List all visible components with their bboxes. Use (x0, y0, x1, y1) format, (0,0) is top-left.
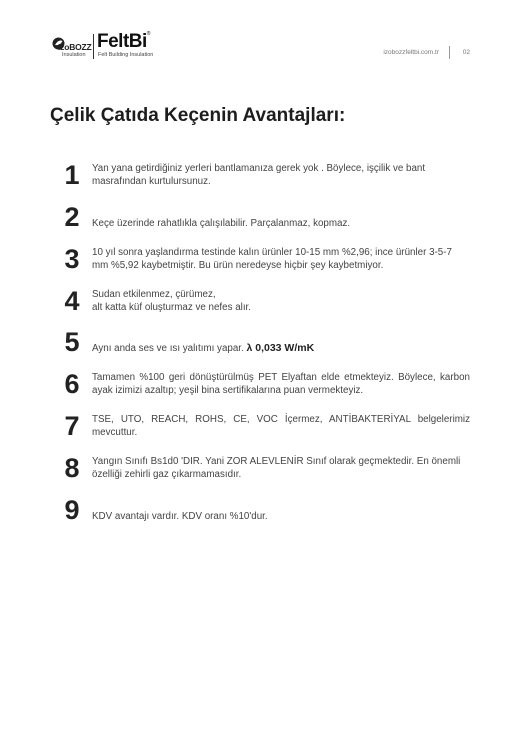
item-number: 1 (64, 160, 80, 190)
izobozz-subtitle: Insulation (62, 52, 86, 58)
item-text (92, 288, 470, 314)
item-number: 3 (64, 244, 80, 274)
item-text-body: Aynı anda ses ve ısı yalıtımı yapar. (92, 343, 244, 354)
item-text: Keçe üzerinde rahatlıkla çalışılabilir. Parçalanmaz, kopmaz. (92, 218, 351, 229)
item-text: Yan yana getirdiğiniz yerleri bantlamanıza gerek yok . Böylece, işçilik ve bant masrafından kurtulursunuz. (92, 163, 426, 187)
izobozz-brand: izoBOZZ (58, 42, 92, 52)
feltbi-brand: FeltBi® (97, 31, 150, 52)
feltbi-logo (97, 33, 177, 61)
item-number: 4 (64, 286, 80, 316)
website-link[interactable]: izobozzfeltbi.com.tr (383, 49, 439, 56)
item-text: KDV avantajı vardır. KDV oranı %10'dur. (92, 511, 268, 522)
item-text: Tamamen %100 geri dönüştürülmüş PET Elyaftan elde etmekteyiz. Böylece, karbon ayak izimizi azaltıp; yeşil bina sertifikalarına puan vermekteyiz. (92, 372, 470, 396)
page-header (50, 33, 470, 61)
item-number: 6 (64, 369, 80, 399)
item-text: Yangın Sınıfı Bs1d0 'DIR. Yani ZOR ALEVLENİR Sınıf olarak geçmektedir. En önemli özelliği zehirli gaz çıkarmamasıdır. (92, 456, 461, 480)
item-number: 8 (64, 453, 80, 483)
item-text (92, 342, 470, 355)
feltbi-subtitle: Felt Building Insulation (98, 52, 154, 58)
page-number: 02 (462, 49, 470, 56)
item-text-line: Sudan etkilenmez, çürümez, (92, 289, 216, 300)
item-number: 7 (64, 411, 80, 441)
item-text: 10 yıl sonra yaşlandırma testinde kalın ürünler 10-15 mm %2,96; ince ürünler 3-5-7 mm %5,92 kaybetmiştir. Bu ürün neredeyse hiçbir şey kaybetmiyor. (92, 247, 452, 271)
izobozz-logo (50, 33, 90, 61)
page-title: Çelik Çatıda Keçenin Avantajları: (50, 105, 346, 126)
logo-divider (93, 34, 94, 59)
registered-mark: ® (146, 31, 150, 37)
item-number: 2 (64, 202, 80, 232)
item-number: 9 (64, 495, 80, 525)
item-number: 5 (64, 327, 80, 357)
item-text-line: alt katta küf oluşturmaz ve nefes alır. (92, 302, 252, 313)
item-text: TSE, UTO, REACH, ROHS, CE, VOC İçermez, ANTİBAKTERİYAL belgelerimiz mevcuttur. (92, 414, 470, 438)
lambda-value: λ 0,033 W/mK (246, 342, 315, 354)
header-divider (449, 46, 450, 59)
